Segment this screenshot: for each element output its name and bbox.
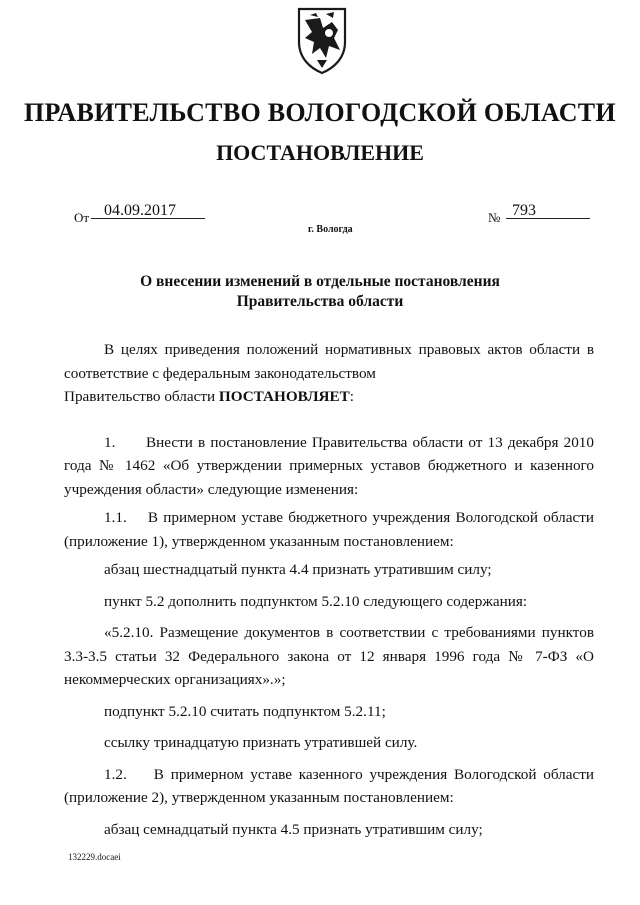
preamble-paragraph: В целях приведения положений нормативных правовых актов области в соответствие с федеральным законодательством — [64, 341, 594, 382]
date-label: От — [74, 210, 90, 225]
decree-line — [64, 385, 594, 409]
paragraph-1-2-a: абзац семнадцатый пункта 4.5 признать утратившим силу; — [104, 820, 483, 838]
paragraph-1-1-e: ссылку тринадцатую признать утратившей силу. — [104, 734, 418, 751]
subject-line-1: О внесении изменений в отдельные постановления — [140, 273, 500, 290]
file-reference: 132229.docaei — [68, 852, 121, 862]
paragraph-1-2: 1.2. В примерном уставе казенного учреждения Вологодской области (приложение 2), утвержденном указанным постановлением: — [64, 765, 594, 806]
coat-of-arms-icon — [296, 6, 348, 76]
date-underline — [91, 218, 205, 219]
paragraph-1-1: 1.1. В примерном уставе бюджетного учреждения Вологодской области (приложение 1), утвержденном указанным постановлением: — [64, 509, 594, 550]
document-body — [64, 338, 594, 841]
document-date: 04.09.2017 — [104, 202, 176, 219]
document-subject — [0, 272, 640, 312]
authority-title: ПРАВИТЕЛЬСТВО ВОЛОГОДСКОЙ ОБЛАСТИ — [24, 98, 616, 127]
paragraph-1-1-c: «5.2.10. Размещение документов в соответствии с требованиями пунктов 3.3-3.5 статьи 32 Федерального закона от 12 января 1996 года № 7-ФЗ «О некоммерческих организациях».»; — [64, 624, 594, 688]
paragraph-1: 1. Внести в постановление Правительства области от 13 декабря 2010 года № 1462 «Об утверждении примерных уставов бюджетного и казенного учреждения области» следующие изменения: — [64, 433, 594, 498]
paragraph-1-1-b: пункт 5.2 дополнить подпунктом 5.2.10 следующего содержания: — [104, 592, 528, 610]
document-type: ПОСТАНОВЛЕНИЕ — [216, 140, 424, 165]
subject-line-2: Правительства области — [236, 293, 404, 310]
decree-prefix: Правительство области — [64, 388, 219, 405]
paragraph-1-1-d: подпункт 5.2.10 считать подпунктом 5.2.11; — [104, 702, 386, 720]
spacer — [64, 409, 594, 431]
number-underline — [506, 218, 590, 219]
document-number: 793 — [512, 202, 536, 219]
number-label: № — [488, 210, 501, 225]
decree-suffix: : — [349, 388, 354, 405]
city-name: г. Вологда — [308, 224, 353, 235]
decree-word: ПОСТАНОВЛЯЕТ — [218, 388, 350, 405]
paragraph-1-1-a: абзац шестнадцатый пункта 4.4 признать утратившим силу; — [104, 561, 492, 578]
